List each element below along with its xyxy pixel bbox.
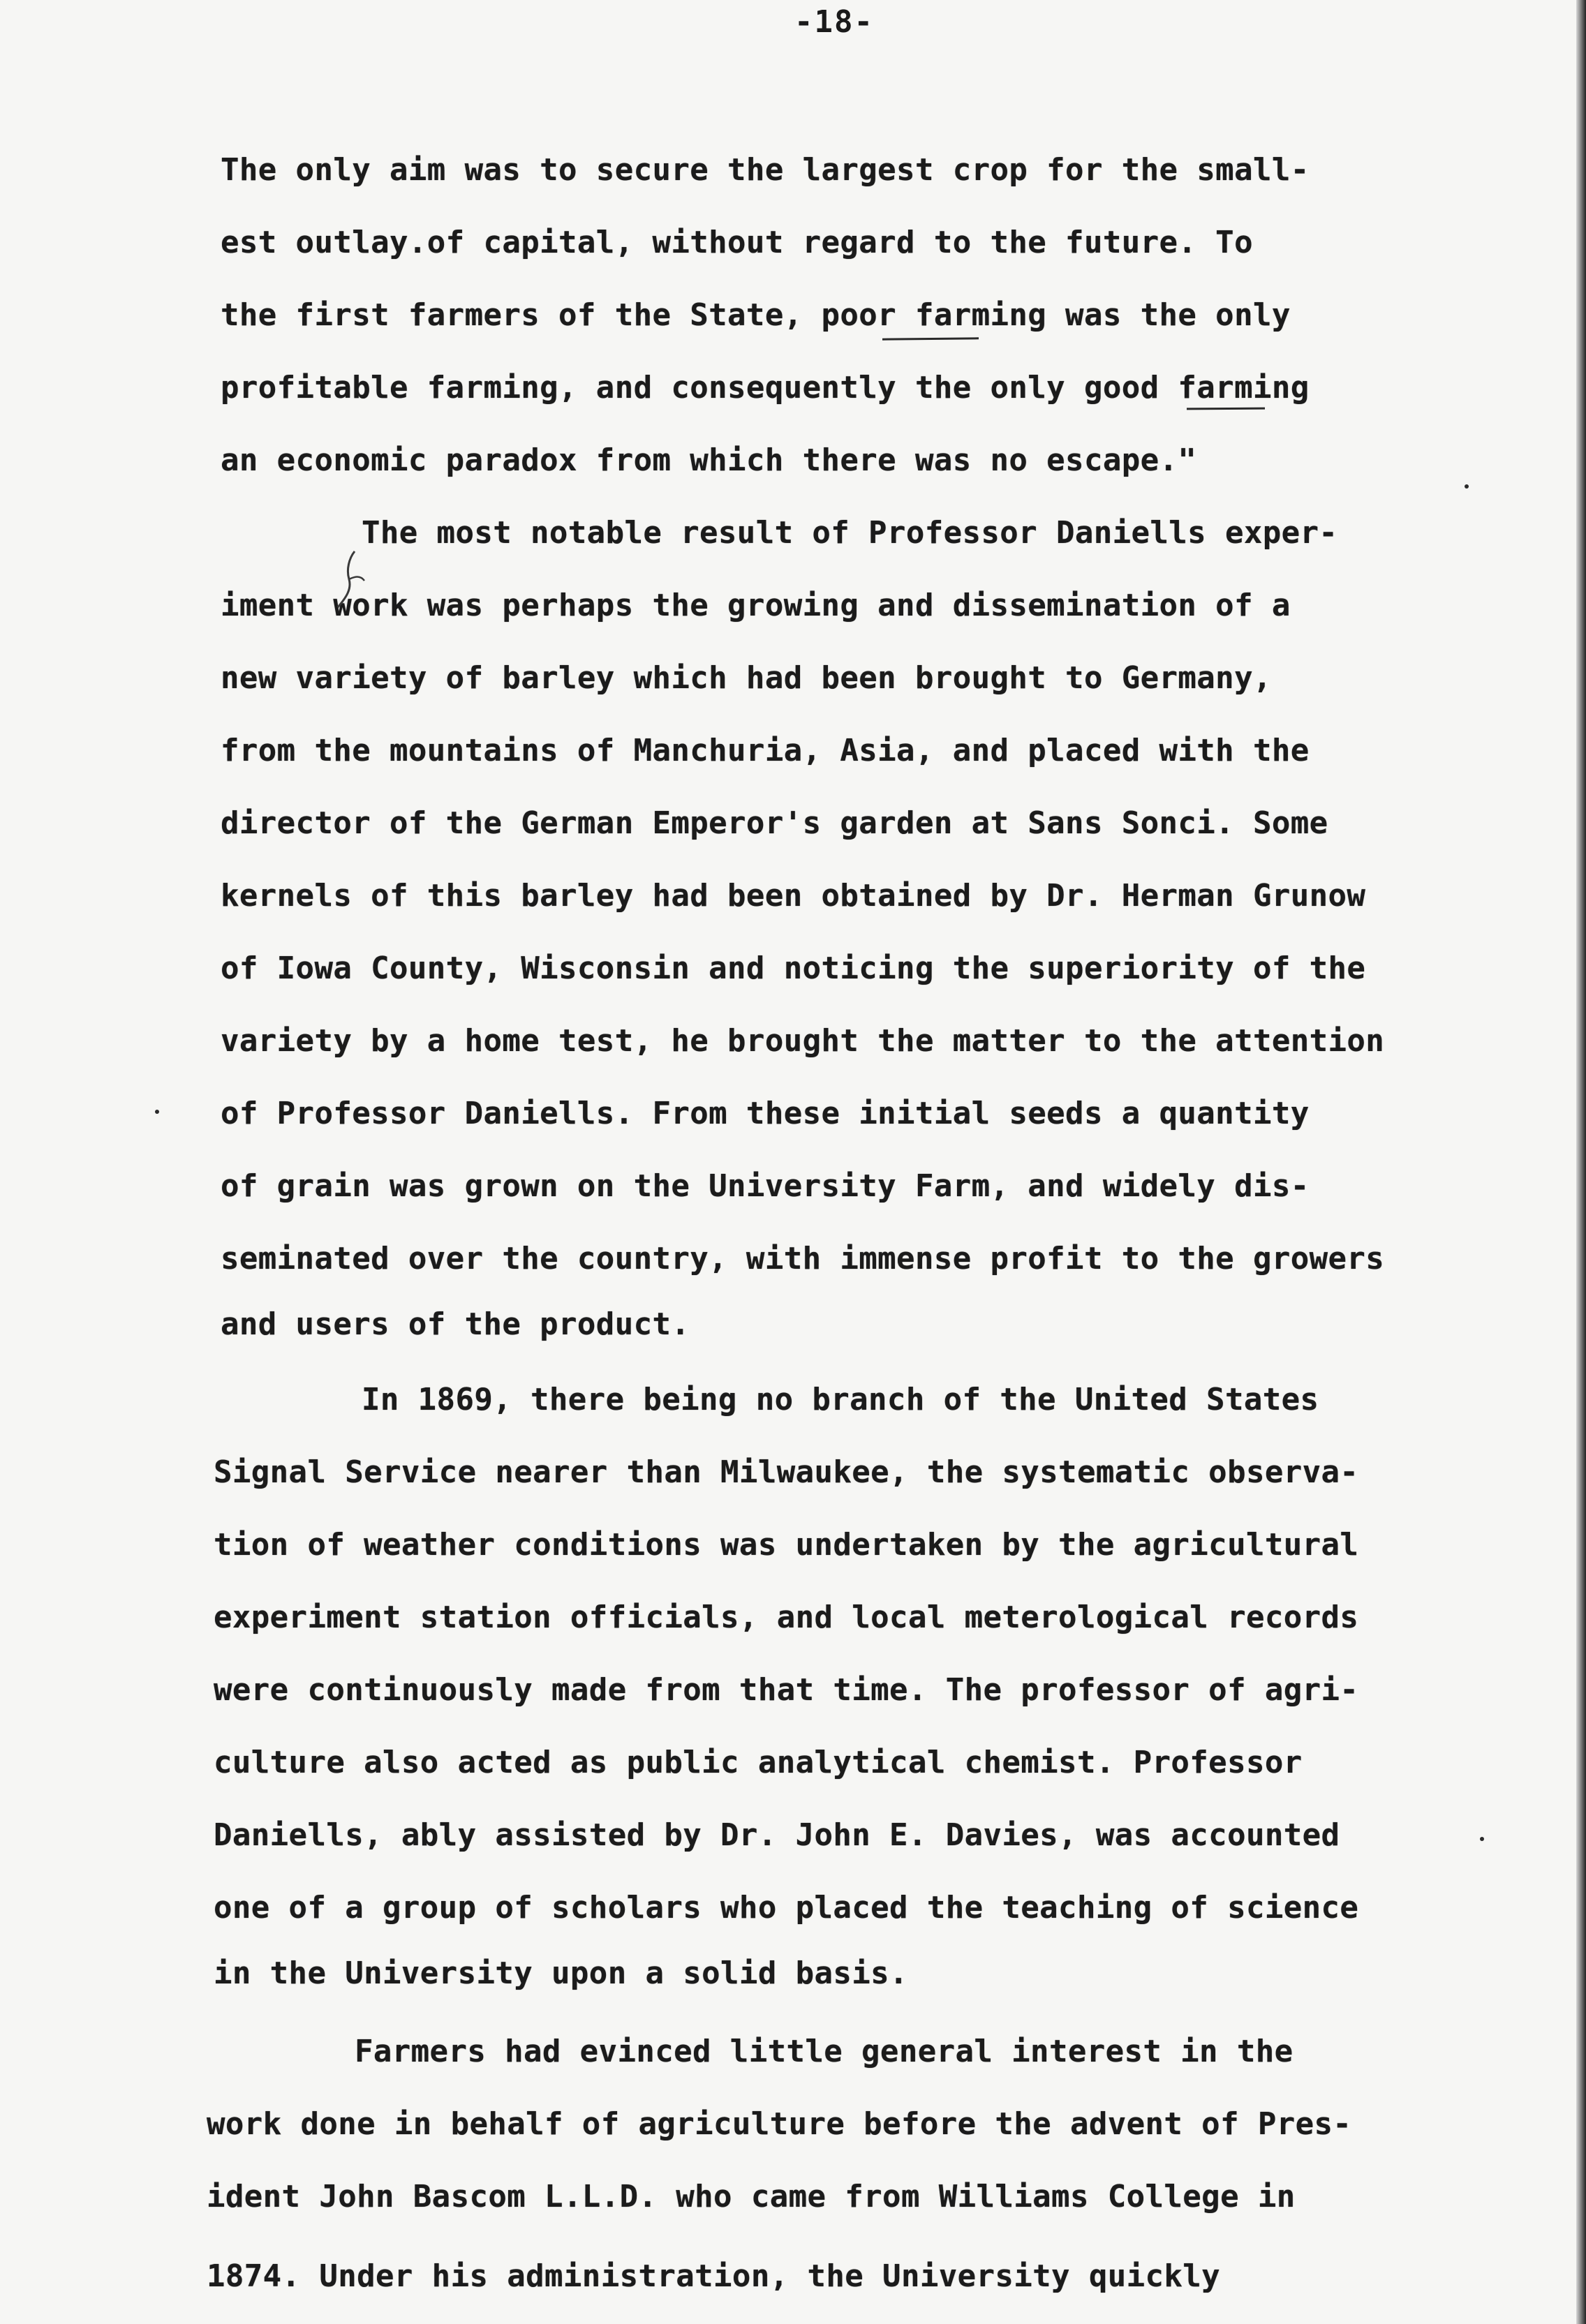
text-line: new variety of barley which had been brought to Germany, (221, 660, 1272, 696)
text-line: experiment station officials, and local meterological records (214, 1600, 1359, 1635)
text-line: kernels of this barley had been obtained by Dr. Herman Grunow (221, 878, 1366, 914)
text-line: Farmers had evinced little general interest in the (355, 2034, 1294, 2069)
text-line: in the University upon a solid basis. (214, 1956, 908, 1991)
text-line: of Iowa County, Wisconsin and noticing the superiority of the (221, 951, 1366, 986)
scan-speck (155, 1110, 159, 1114)
text-line: an economic paradox from which there was no escape." (221, 442, 1197, 478)
pencil-correction-mark (328, 549, 377, 611)
text-line: tion of weather conditions was undertaken by the agricultural (214, 1527, 1359, 1563)
text-line: 1874. Under his administration, the University quickly (207, 2258, 1221, 2294)
scan-speck (1465, 484, 1469, 489)
text-line: profitable farming, and consequently the only good farming (221, 370, 1310, 405)
text-line: The most notable result of Professor Daniells exper- (362, 515, 1338, 551)
text-line: variety by a home test, he brought the matter to the attention (221, 1023, 1385, 1059)
text-line: ident John Bascom L.L.D. who came from Williams College in (207, 2179, 1296, 2214)
text-line: one of a group of scholars who placed the teaching of science (214, 1890, 1359, 1926)
text-line: In 1869, there being no branch of the United States (362, 1382, 1319, 1417)
page-binding-edge (1576, 0, 1586, 2324)
text-line: director of the German Emperor's garden at Sans Sonci. Some (221, 805, 1328, 841)
text-line: were continuously made from that time. The professor of agri- (214, 1672, 1359, 1708)
text-line: from the mountains of Manchuria, Asia, and placed with the (221, 733, 1310, 768)
scan-speck (1480, 1837, 1484, 1841)
text-line: Signal Service nearer than Milwaukee, the systematic observa- (214, 1454, 1359, 1490)
text-line: culture also acted as public analytical chemist. Professor (214, 1745, 1303, 1780)
text-line: est outlay.of capital, without regard to the future. To (221, 225, 1253, 260)
text-line: and users of the product. (221, 1306, 690, 1342)
text-line: iment work was perhaps the growing and dissemination of a (221, 588, 1291, 623)
underline-mark (1187, 408, 1265, 410)
page-number: -18- (794, 4, 874, 40)
underline-mark (882, 337, 979, 340)
text-line: Daniells, ably assisted by Dr. John E. Davies, was accounted (214, 1817, 1340, 1853)
text-line: of grain was grown on the University Farm, and widely dis- (221, 1168, 1310, 1204)
text-line: of Professor Daniells. From these initial seeds a quantity (221, 1096, 1310, 1131)
text-line: seminated over the country, with immense profit to the growers (221, 1241, 1385, 1276)
text-line: work done in behalf of agriculture before the advent of Pres- (207, 2106, 1352, 2142)
text-line: The only aim was to secure the largest crop for the small- (221, 152, 1310, 188)
text-line: the first farmers of the State, poor farming was the only (221, 297, 1291, 333)
